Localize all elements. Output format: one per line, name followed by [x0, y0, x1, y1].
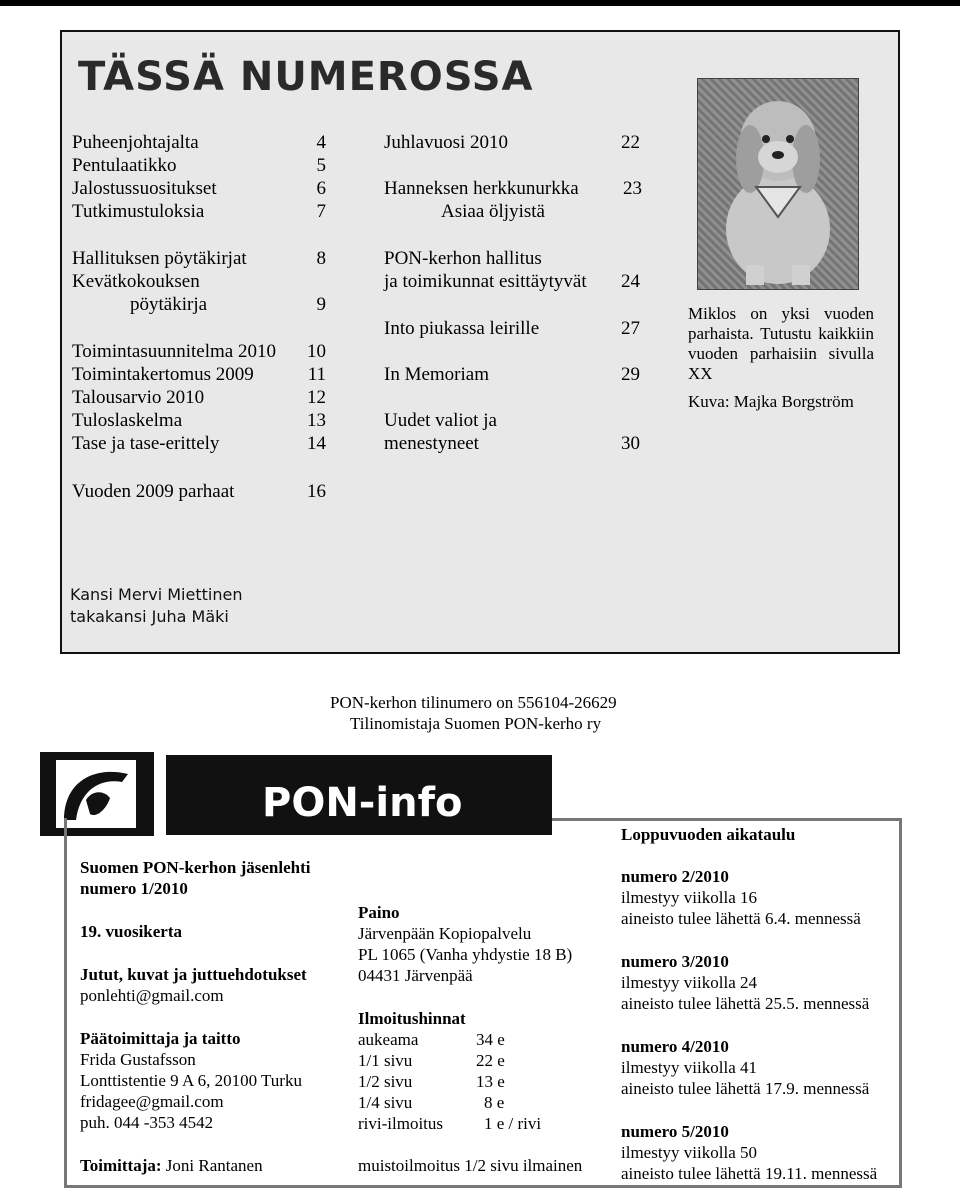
back-cover-credit: takakansi Juha Mäki: [70, 607, 229, 626]
toc-item: Puheenjohtajalta: [72, 132, 199, 153]
schedule-week: ilmestyy viikolla 16: [621, 888, 757, 907]
print-line: PL 1065 (Vanha yhdystie 18 B): [358, 945, 573, 964]
toc-item: Juhlavuosi 2010: [384, 132, 509, 153]
ad-item: 1/2 sivu: [358, 1072, 413, 1091]
ad-price: 22 e: [476, 1051, 505, 1070]
ad-price: 34 e: [476, 1030, 505, 1049]
editor-email: fridagee@gmail.com: [80, 1092, 224, 1111]
ad-price: 13 e: [476, 1072, 505, 1091]
schedule-deadline: aineisto tulee lähettä 6.4. mennessä: [621, 909, 861, 928]
toc-page: 13: [307, 410, 326, 431]
pon-info-title: PON-info: [262, 780, 463, 826]
toc-page: 24: [621, 271, 640, 292]
subeditor: [80, 1155, 263, 1176]
toc-item: Into piukassa leirille: [384, 318, 540, 339]
toc-item: Toimintakertomus 2009: [72, 364, 254, 385]
dog-photo: [697, 78, 859, 290]
contents-title: TÄSSÄ NUMEROSSA: [78, 54, 534, 100]
editor-heading: Päätoimittaja ja taitto: [80, 1029, 241, 1048]
toc-page: 7: [316, 201, 326, 222]
toc-page: 5: [316, 155, 326, 176]
volume: 19. vuosikerta: [80, 922, 182, 941]
account-number: PON-kerhon tilinumero on 556104-26629: [330, 693, 617, 712]
toc-page: 8: [316, 248, 326, 269]
editor-phone: puh. 044 -353 4542: [80, 1113, 214, 1132]
toc-item: Jalostussuositukset: [72, 178, 217, 199]
toc-item: Vuoden 2009 parhaat: [72, 481, 235, 502]
ad-prices-heading: Ilmoitushinnat: [358, 1009, 466, 1028]
memorial-ad: muistoilmoitus 1/2 sivu ilmainen: [358, 1156, 583, 1175]
schedule-week: ilmestyy viikolla 50: [621, 1143, 757, 1162]
toc-item: menestyneet: [384, 433, 479, 454]
toc-item: Tuloslaskelma: [72, 410, 183, 431]
toc-item: Hanneksen herkkunurkka: [384, 178, 579, 199]
toc-page: 11: [307, 364, 326, 385]
toc-page: 23: [623, 178, 642, 199]
print-line: Järvenpään Kopiopalvelu: [358, 924, 532, 943]
toc-page: 9: [316, 294, 326, 315]
toc-item: Asiaa öljyistä: [441, 201, 545, 222]
print-heading: Paino: [358, 903, 400, 922]
ad-item: rivi-ilmoitus: [358, 1114, 443, 1133]
submissions-heading: Jutut, kuvat ja juttuehdotukset: [80, 965, 307, 984]
editor-address: Lonttistentie 9 A 6, 20100 Turku: [80, 1071, 302, 1090]
subeditor-name: Joni Rantanen: [165, 1156, 263, 1175]
toc-page: 22: [621, 132, 640, 153]
editor-name: Frida Gustafsson: [80, 1050, 196, 1069]
issue-number: numero 1/2010: [80, 879, 188, 898]
dog-illustration: [698, 79, 858, 289]
toc-page: 30: [621, 433, 640, 454]
magazine-title: Suomen PON-kerhon jäsenlehti: [80, 858, 311, 877]
toc-item: pöytäkirja: [130, 294, 208, 315]
ad-price: 1 e / rivi: [484, 1114, 542, 1133]
schedule-heading: Loppuvuoden aikataulu: [621, 825, 796, 844]
toc-item: Tase ja tase-erittely: [72, 433, 220, 454]
toc-item: Uudet valiot ja: [384, 410, 497, 431]
toc-page: 14: [307, 433, 326, 454]
top-rule: [0, 0, 960, 6]
ad-item: 1/4 sivu: [358, 1093, 413, 1112]
toc-item: Pentulaatikko: [72, 155, 177, 176]
ad-item: aukeama: [358, 1030, 419, 1049]
ad-price: 8 e: [484, 1093, 505, 1112]
toc-item: Hallituksen pöytäkirjat: [72, 248, 247, 269]
photo-credit: Kuva: Majka Borgström: [688, 392, 854, 411]
toc-item: Tutkimustuloksia: [72, 201, 205, 222]
photo-caption: Miklos on yksi vuoden parhaista. Tutustu kaikkiin vuoden parhaisiin sivulla XX: [688, 304, 874, 383]
toc-page: 16: [307, 481, 326, 502]
schedule-issue: numero 2/2010: [621, 867, 729, 886]
print-line: 04431 Järvenpää: [358, 966, 473, 985]
toc-page: 29: [621, 364, 640, 385]
schedule-deadline: aineisto tulee lähettä 19.11. mennessä: [621, 1164, 878, 1183]
toc-item: ja toimikunnat esittäytyvät: [384, 271, 587, 292]
schedule-issue: numero 3/2010: [621, 952, 729, 971]
toc-item: In Memoriam: [384, 364, 490, 385]
toc-page: 6: [316, 178, 326, 199]
schedule-issue: numero 4/2010: [621, 1037, 729, 1056]
toc-page: 27: [621, 318, 640, 339]
submissions-email: ponlehti@gmail.com: [80, 986, 224, 1005]
schedule-week: ilmestyy viikolla 24: [621, 973, 757, 992]
toc-page: 4: [316, 132, 326, 153]
schedule-issue: numero 5/2010: [621, 1122, 729, 1141]
cover-credit: Kansi Mervi Miettinen: [70, 585, 243, 604]
account-owner: Tilinomistaja Suomen PON-kerho ry: [350, 714, 602, 733]
toc-item: Toimintasuunnitelma 2010: [72, 341, 276, 362]
toc-page: 10: [307, 341, 326, 362]
subeditor-label: Toimittaja:: [80, 1156, 162, 1175]
schedule-deadline: aineisto tulee lähettä 17.9. mennessä: [621, 1079, 870, 1098]
schedule-deadline: aineisto tulee lähettä 25.5. mennessä: [621, 994, 870, 1013]
toc-page: 12: [307, 387, 326, 408]
schedule-week: ilmestyy viikolla 41: [621, 1058, 757, 1077]
toc-item: PON-kerhon hallitus: [384, 248, 542, 269]
ad-item: 1/1 sivu: [358, 1051, 413, 1070]
toc-item: Kevätkokouksen: [72, 271, 200, 292]
toc-item: Talousarvio 2010: [72, 387, 205, 408]
